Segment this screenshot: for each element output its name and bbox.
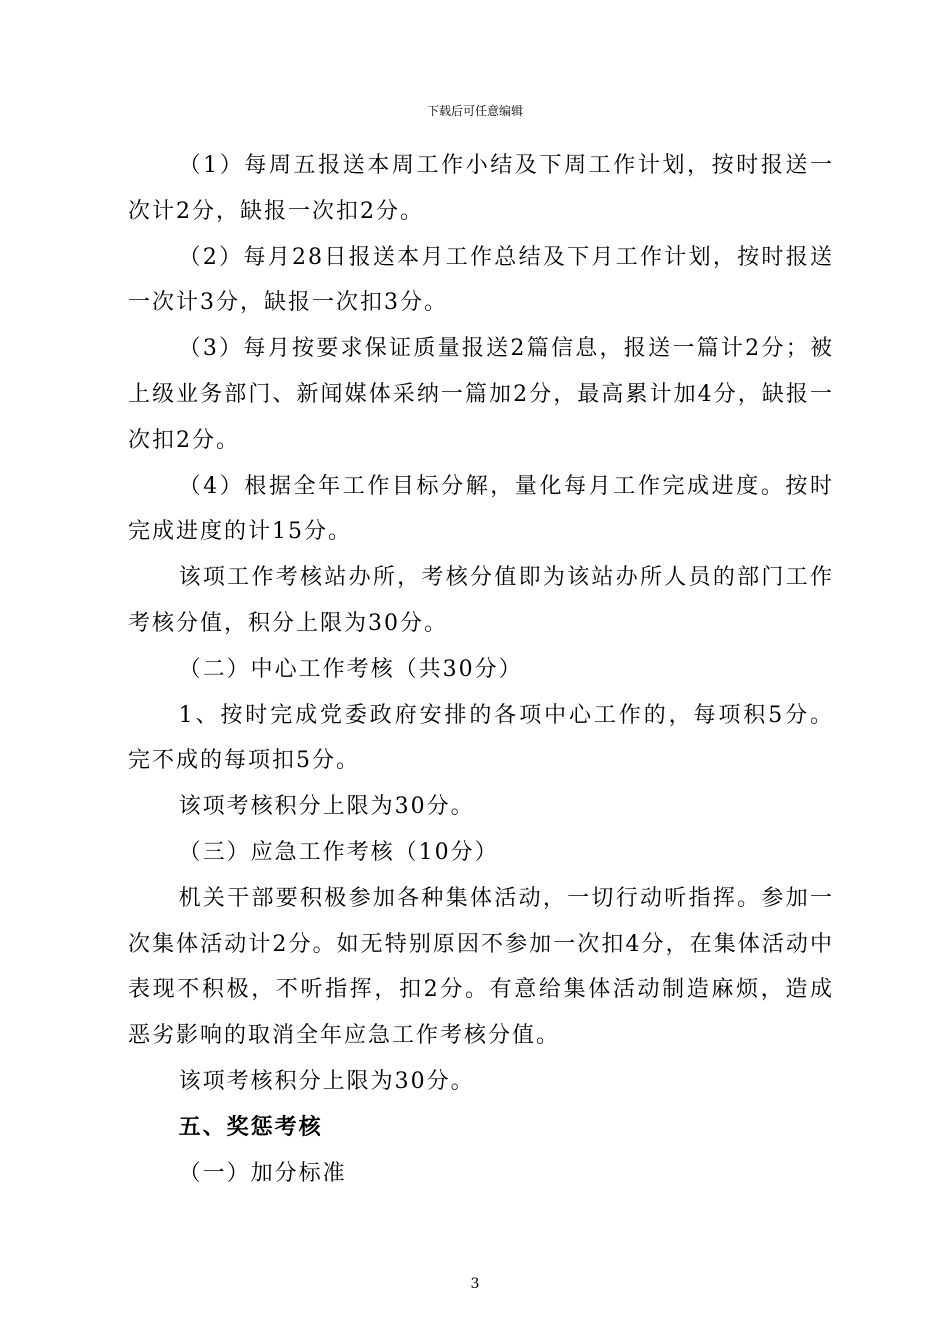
paragraph-weekly-report: （1）每周五报送本周工作小结及下周工作计划，按时报送一次计2分，缺报一次扣2分。 [128,153,834,224]
subheading-central-work: （二）中心工作考核（共30分） [178,656,523,682]
paragraph-information-report: （3）每月按要求保证质量报送2篇信息，报送一篇计2分；被上级业务部门、新闻媒体采纳一篇加2分，最高累计加4分，缺报一次扣2分。 [128,336,834,453]
paragraph-monthly-report: （2）每月28日报送本月工作总结及下月工作计划，按时报送一次计3分，缺报一次扣3分。 [128,244,834,316]
subheading-emergency-work: （三）应急工作考核（10分） [178,839,499,865]
section-heading-rewards: 五、奖惩考核 [178,1114,323,1140]
page-number: 3 [470,1276,480,1292]
paragraph-central-work-rule: 1、按时完成党委政府安排的各项中心工作的，每项积5分。完不成的每项扣5分。 [128,702,834,774]
paragraph-department-score: 该项工作考核站办所，考核分值即为该站办所人员的部门工作考核分值，积分上限为30分。 [128,565,834,636]
paragraph-work-progress: （4）根据全年工作目标分解，量化每月工作完成进度。按时完成进度的计15分。 [128,473,834,545]
paragraph-central-work-limit: 该项考核积分上限为30分。 [178,794,475,820]
paragraph-emergency-work-limit: 该项考核积分上限为30分。 [178,1068,475,1094]
document-body [128,143,834,1196]
header-note: 下载后可任意编辑 [426,104,523,118]
paragraph-emergency-work-rule: 机关干部要积极参加各种集体活动，一切行动听指挥。参加一次集体活动计2分。如无特别原因不参加一次扣4分，在集体活动中表现不积极，不听指挥，扣2分。有意给集体活动制造麻烦，造成恶劣影响的取消全年应急工作考核分值。 [128,885,834,1049]
subheading-bonus-standard: （一）加分标准 [178,1160,347,1186]
